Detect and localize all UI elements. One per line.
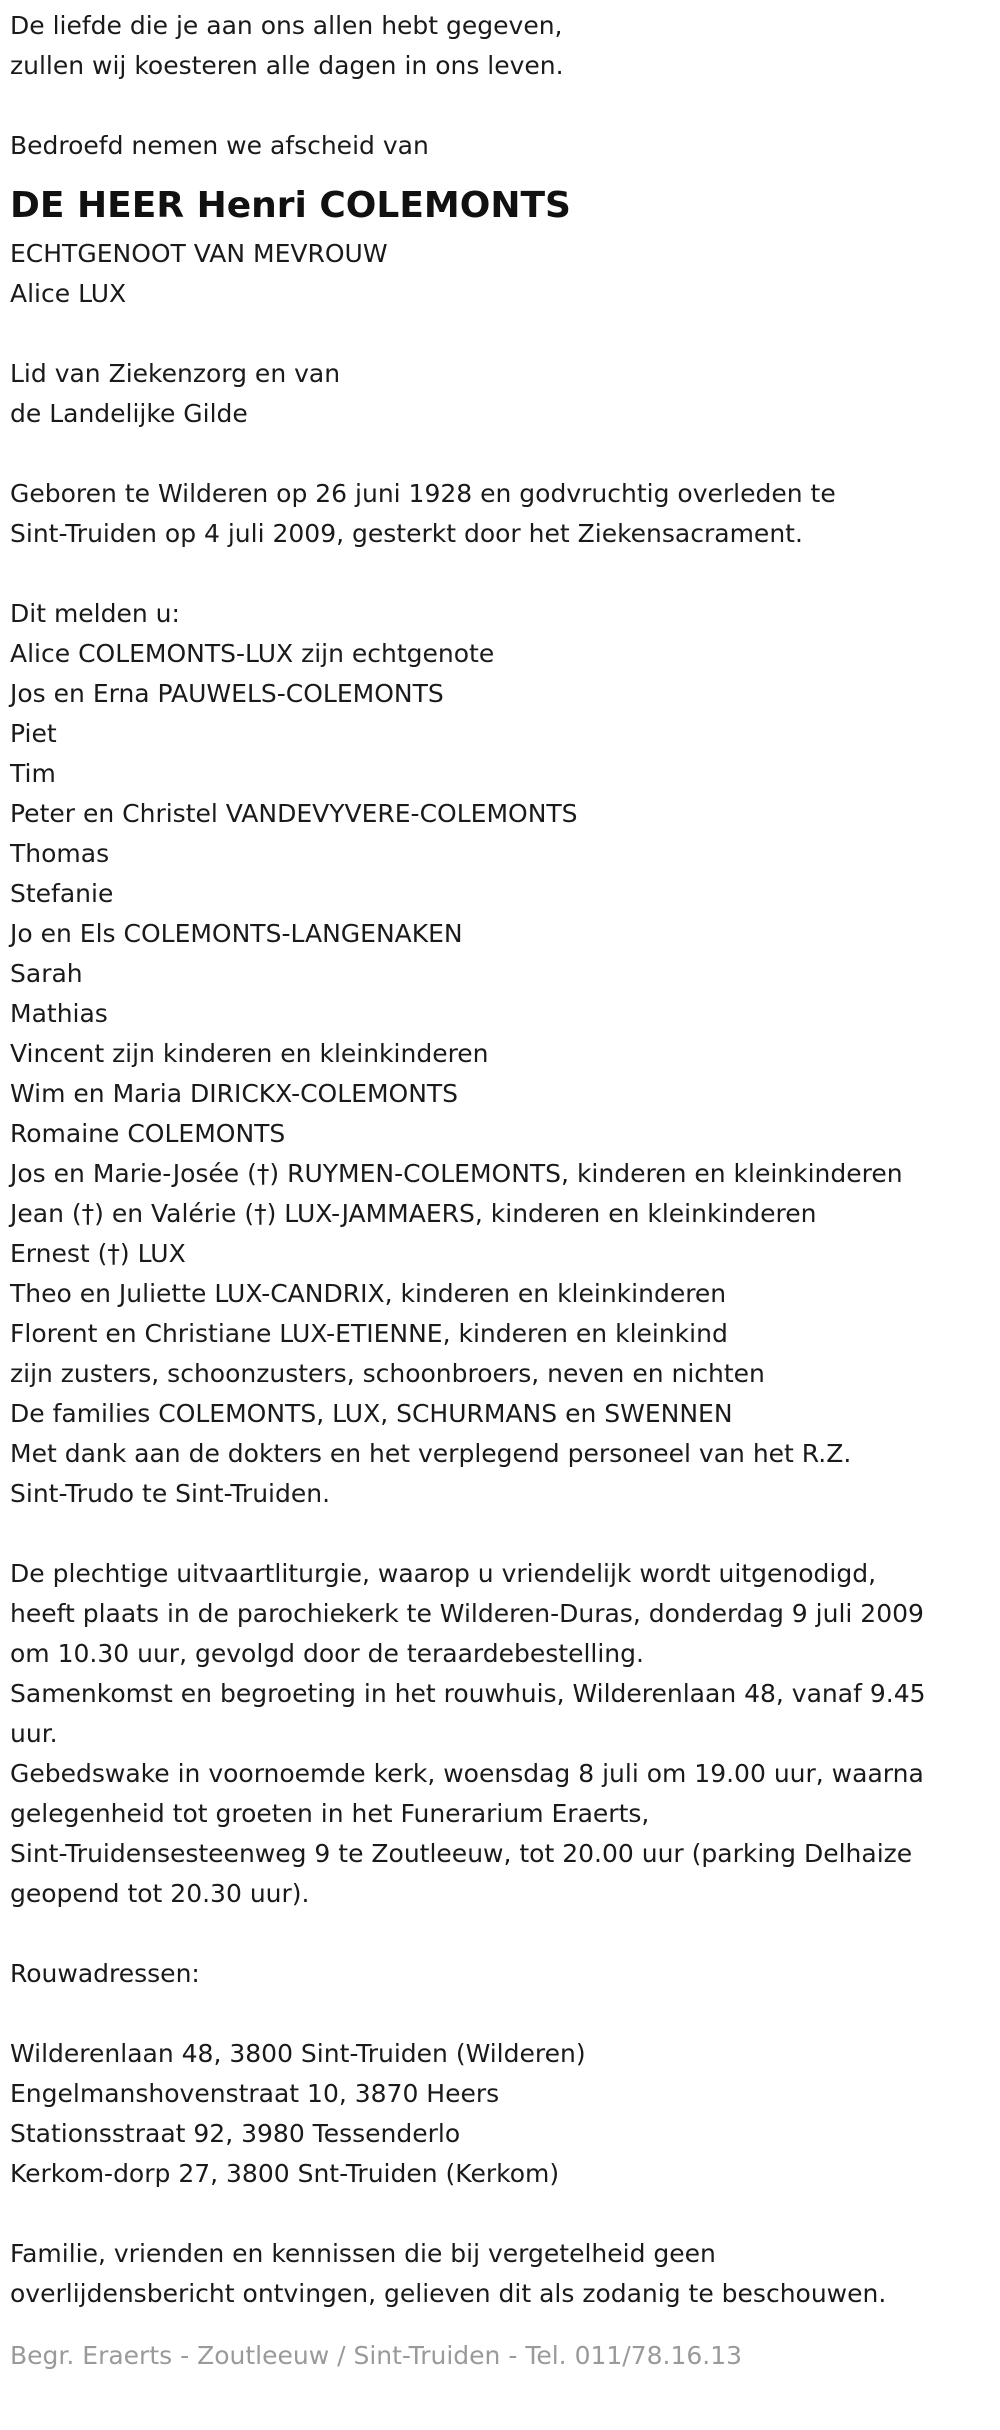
- address-line: Wilderenlaan 48, 3800 Sint-Truiden (Wilderen): [10, 2039, 586, 2068]
- intro-verse: [10, 6, 990, 86]
- family-line: zijn zusters, schoonzusters, schoonbroers, neven en nichten: [10, 1359, 765, 1388]
- closing-block: [10, 2234, 990, 2314]
- membership-line: de Landelijke Gilde: [10, 399, 248, 428]
- family-line: Jean (†) en Valérie (†) LUX-JAMMAERS, kinderen en kleinkinderen: [10, 1199, 817, 1228]
- intro-line: zullen wij koesteren alle dagen in ons leven.: [10, 51, 564, 80]
- family-line: Vincent zijn kinderen en kleinkinderen: [10, 1039, 489, 1068]
- family-line: Sarah: [10, 959, 83, 988]
- family-line: Dit melden u:: [10, 599, 180, 628]
- ceremony-block: [10, 1554, 990, 1914]
- birth-death-line: Geboren te Wilderen op 26 juni 1928 en godvruchtig overleden te: [10, 479, 836, 508]
- address-line: Stationsstraat 92, 3980 Tessenderlo: [10, 2119, 461, 2148]
- ceremony-line: Sint-Truidensesteenweg 9 te Zoutleeuw, tot 20.00 uur (parking Delhaize: [10, 1839, 913, 1868]
- family-line: Piet: [10, 719, 57, 748]
- family-line: Met dank aan de dokters en het verplegend personeel van het R.Z.: [10, 1439, 852, 1468]
- ceremony-line: gelegenheid tot groeten in het Funerarium Eraerts,: [10, 1799, 650, 1828]
- family-line: Stefanie: [10, 879, 114, 908]
- spouse-block: [10, 234, 990, 314]
- spouse-line: ECHTGENOOT VAN MEVROUW: [10, 239, 388, 268]
- address-line: Kerkom-dorp 27, 3800 Snt-Truiden (Kerkom): [10, 2159, 560, 2188]
- family-line: Theo en Juliette LUX-CANDRIX, kinderen en kleinkinderen: [10, 1279, 727, 1308]
- closing-line: Familie, vrienden en kennissen die bij vergetelheid geen: [10, 2239, 716, 2268]
- ceremony-line: heeft plaats in de parochiekerk te Wilderen-Duras, donderdag 9 juli 2009: [10, 1599, 924, 1628]
- family-list: [10, 594, 990, 1514]
- family-line: Mathias: [10, 999, 108, 1028]
- ceremony-line: Samenkomst en begroeting in het rouwhuis, Wilderenlaan 48, vanaf 9.45: [10, 1679, 926, 1708]
- family-line: Jos en Marie-Josée (†) RUYMEN-COLEMONTS, kinderen en kleinkinderen: [10, 1159, 903, 1188]
- deceased-name: DE HEER Henri COLEMONTS: [10, 185, 571, 226]
- family-line: Jos en Erna PAUWELS-COLEMONTS: [10, 679, 444, 708]
- family-line: De families COLEMONTS, LUX, SCHURMANS en SWENNEN: [10, 1399, 733, 1428]
- addresses-heading: Rouwadressen:: [10, 1959, 200, 1988]
- funeral-home-footer: Begr. Eraerts - Zoutleeuw / Sint-Truiden - Tel. 011/78.16.13: [10, 2341, 743, 2370]
- family-line: Wim en Maria DIRICKX-COLEMONTS: [10, 1079, 459, 1108]
- closing-line: overlijdensbericht ontvingen, gelieven dit als zodanig te beschouwen.: [10, 2279, 887, 2308]
- family-line: Jo en Els COLEMONTS-LANGENAKEN: [10, 919, 463, 948]
- family-line: Sint-Trudo te Sint-Truiden.: [10, 1479, 331, 1508]
- birth-death-line: Sint-Truiden op 4 juli 2009, gesterkt door het Ziekensacrament.: [10, 519, 803, 548]
- ceremony-line: uur.: [10, 1719, 58, 1748]
- memberships-block: [10, 354, 990, 434]
- ceremony-line: De plechtige uitvaartliturgie, waarop u vriendelijk wordt uitgenodigd,: [10, 1559, 877, 1588]
- family-line: Thomas: [10, 839, 110, 868]
- family-line: Florent en Christiane LUX-ETIENNE, kinderen en kleinkind: [10, 1319, 728, 1348]
- family-line: Peter en Christel VANDEVYVERE-COLEMONTS: [10, 799, 578, 828]
- family-line: Ernest (†) LUX: [10, 1239, 186, 1268]
- ceremony-line: geopend tot 20.30 uur).: [10, 1879, 310, 1908]
- spouse-line: Alice LUX: [10, 279, 127, 308]
- address-line: Engelmanshovenstraat 10, 3870 Heers: [10, 2079, 500, 2108]
- birth-death-block: [10, 474, 990, 554]
- intro-line: De liefde die je aan ons allen hebt gegeven,: [10, 11, 563, 40]
- ceremony-line: Gebedswake in voornoemde kerk, woensdag 8 juli om 19.00 uur, waarna: [10, 1759, 924, 1788]
- addresses-list: [10, 2034, 990, 2194]
- announcement-text: Bedroefd nemen we afscheid van: [10, 131, 429, 160]
- ceremony-line: om 10.30 uur, gevolgd door de teraardebestelling.: [10, 1639, 644, 1668]
- family-line: Tim: [10, 759, 56, 788]
- family-line: Alice COLEMONTS-LUX zijn echtgenote: [10, 639, 495, 668]
- membership-line: Lid van Ziekenzorg en van: [10, 359, 341, 388]
- family-line: Romaine COLEMONTS: [10, 1119, 286, 1148]
